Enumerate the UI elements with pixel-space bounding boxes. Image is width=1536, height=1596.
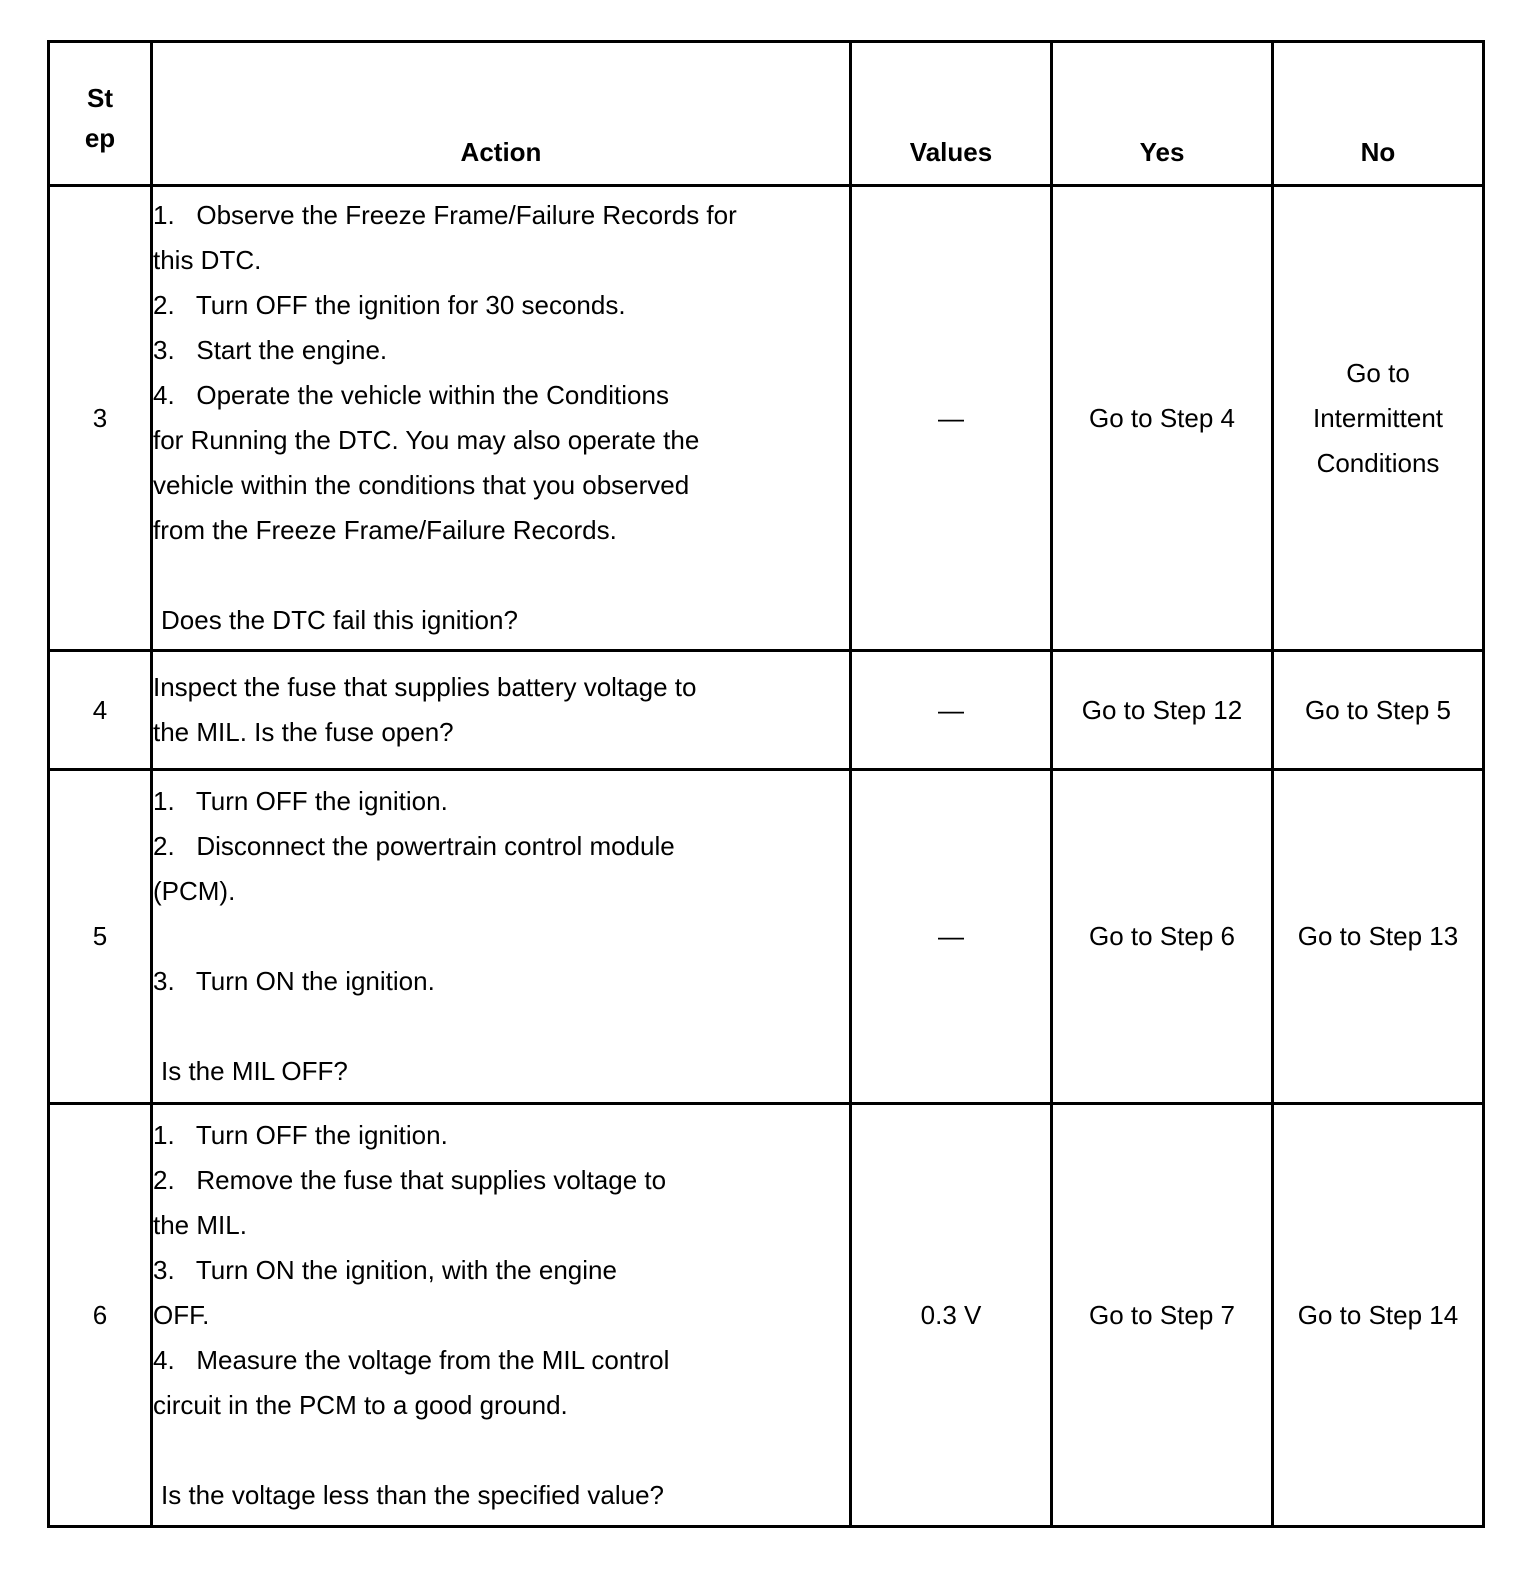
yes-link-text: Go to Step 6 (1089, 921, 1235, 951)
yes-cell (1052, 770, 1273, 1104)
action-question: Is the voltage less than the specified value? (161, 1479, 664, 1510)
action-line: from the Freeze Frame/Failure Records. (153, 515, 617, 545)
action-line: 4. Operate the vehicle within the Conditions (153, 380, 669, 410)
action-line: the MIL. Is the fuse open? (153, 717, 454, 747)
action-line: for Running the DTC. You may also operate the (153, 425, 700, 455)
action-cell (152, 1104, 851, 1527)
action-line: 2. Turn OFF the ignition for 30 seconds. (153, 290, 626, 320)
header-row (49, 42, 1484, 186)
yes-cell (1052, 186, 1273, 651)
table-row (49, 770, 1484, 1104)
action-line: circuit in the PCM to a good ground. (153, 1389, 568, 1420)
header-values: Values (851, 42, 1052, 186)
values-cell: — (851, 186, 1052, 651)
step-number: 3 (49, 186, 152, 651)
action-line: Inspect the fuse that supplies battery voltage to (153, 672, 697, 702)
yes-cell (1052, 651, 1273, 770)
header-yes: Yes (1052, 42, 1273, 186)
action-cell (152, 651, 851, 770)
action-question: Does the DTC fail this ignition? (161, 605, 518, 635)
action-question: Is the MIL OFF? (161, 1056, 348, 1086)
step-number: 6 (49, 1104, 152, 1527)
action-line: (PCM). (153, 876, 236, 906)
action-line: 2. Disconnect the powertrain control module (153, 831, 675, 861)
no-cell (1273, 1104, 1484, 1527)
header-no: No (1273, 42, 1484, 186)
step-number: 5 (49, 770, 152, 1104)
action-line: 1. Observe the Freeze Frame/Failure Records for (153, 200, 737, 230)
table-row (49, 1104, 1484, 1527)
step-number: 4 (49, 651, 152, 770)
no-link-text: Go to Step 13 (1297, 921, 1459, 951)
action-line: the MIL. (153, 1209, 247, 1240)
action-line: this DTC. (153, 245, 262, 275)
action-line: 4. Measure the voltage from the MIL control (153, 1344, 670, 1375)
no-link-text: Go to Step 14 (1297, 1299, 1459, 1330)
action-line: 1. Turn OFF the ignition. (153, 786, 448, 816)
yes-link-text: Go to Step 12 (1081, 694, 1243, 725)
action-line: vehicle within the conditions that you observed (153, 470, 690, 500)
no-link-text: Go to Intermittent Conditions (1312, 357, 1444, 478)
values-cell: 0.3 V (851, 1104, 1052, 1527)
no-link-text: Go to Step 5 (1305, 694, 1451, 725)
action-line: 2. Remove the fuse that supplies voltage to (153, 1164, 667, 1195)
action-line: 3. Start the engine. (153, 335, 388, 365)
yes-link-text: Go to Step 7 (1089, 1299, 1235, 1330)
values-cell: — (851, 770, 1052, 1104)
action-line: 3. Turn ON the ignition. (153, 966, 435, 996)
action-line: 3. Turn ON the ignition, with the engine (153, 1254, 617, 1285)
action-cell (152, 770, 851, 1104)
table-row (49, 186, 1484, 651)
no-cell (1273, 770, 1484, 1104)
no-cell (1273, 186, 1484, 651)
action-line: OFF. (153, 1299, 210, 1330)
header-step: St ep (49, 42, 152, 186)
no-cell (1273, 651, 1484, 770)
action-line: 1. Turn OFF the ignition. (153, 1119, 448, 1150)
header-action: Action (152, 42, 851, 186)
yes-cell (1052, 1104, 1273, 1527)
values-cell: — (851, 651, 1052, 770)
diagnostic-table (47, 40, 1485, 1528)
yes-link-text: Go to Step 4 (1089, 402, 1235, 433)
table-row (49, 651, 1484, 770)
action-cell (152, 186, 851, 651)
